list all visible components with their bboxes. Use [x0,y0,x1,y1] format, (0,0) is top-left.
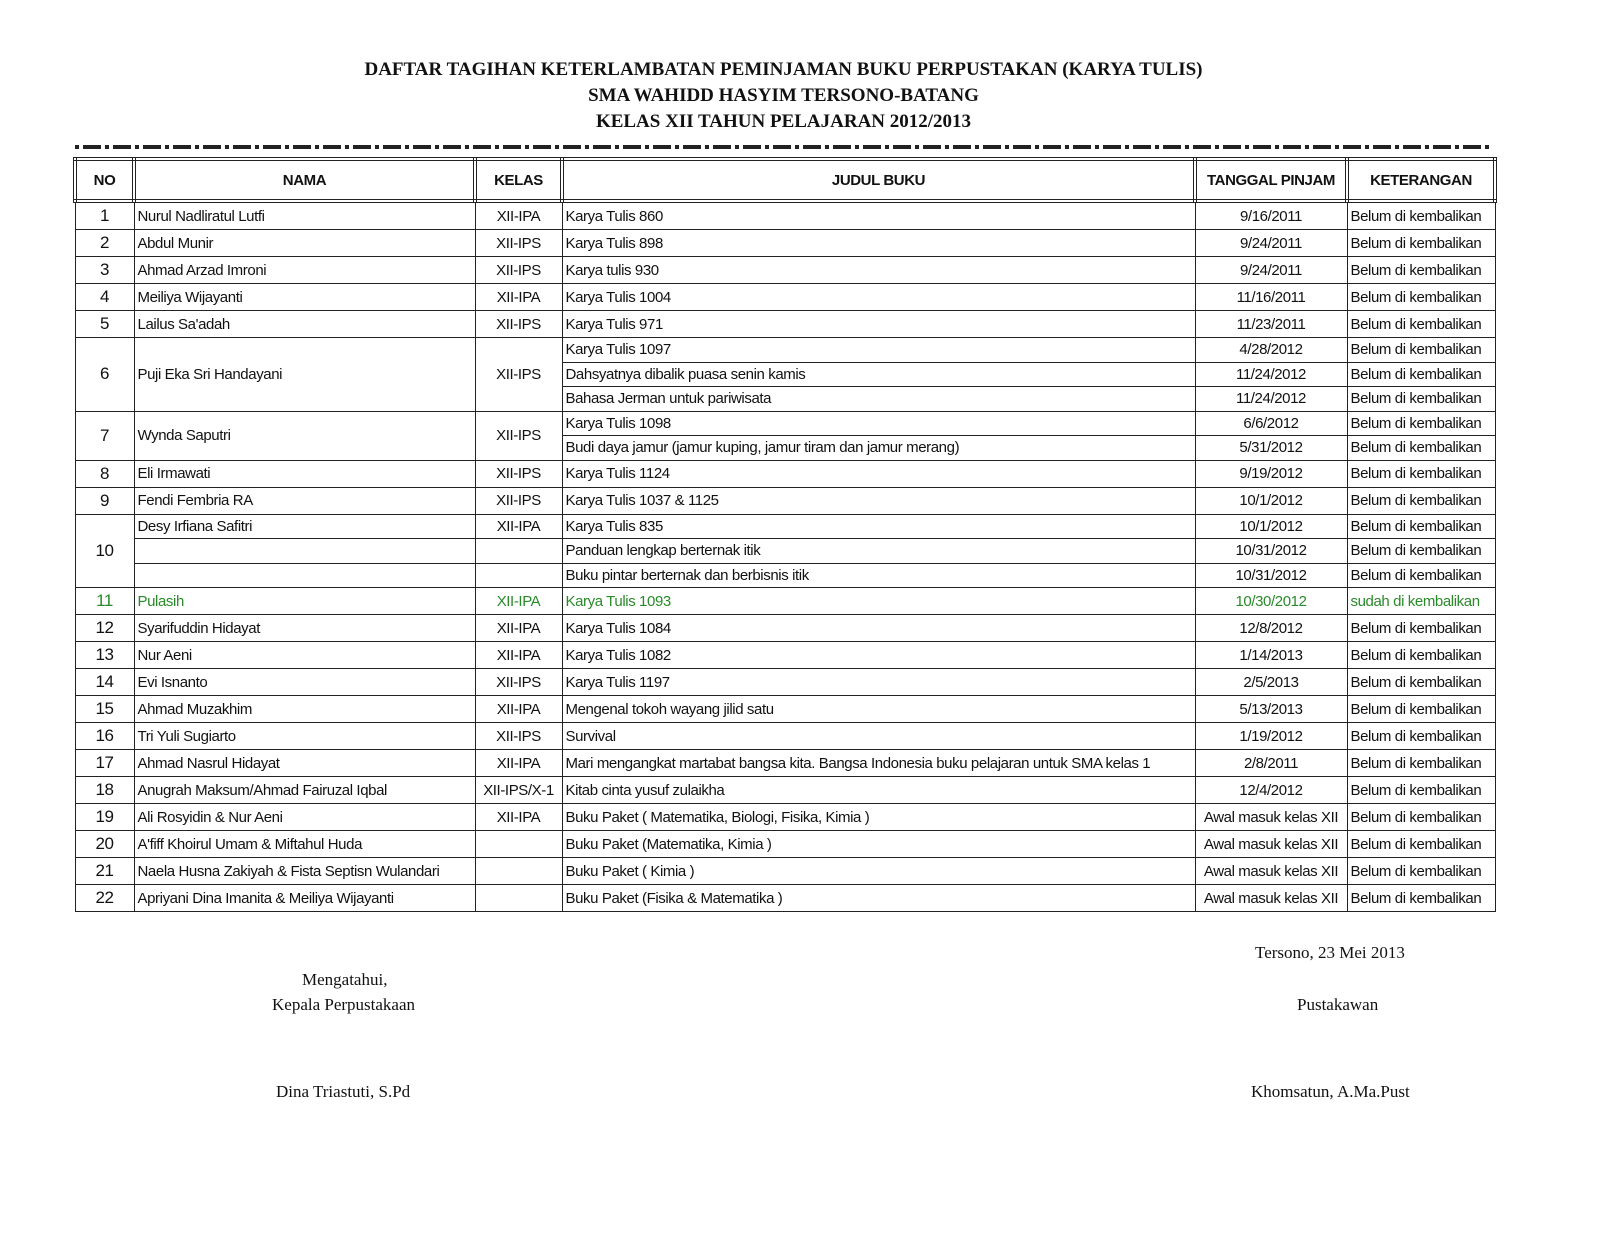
cell-no: 21 [75,858,134,885]
cell-kelas: XII-IPA [475,201,562,230]
cell-keterangan: Belum di kembalikan [1347,539,1495,564]
cell-judul: Karya Tulis 1004 [562,284,1195,311]
cell-no: 19 [75,804,134,831]
cell-tanggal: 10/30/2012 [1195,588,1347,615]
table-row [75,257,1495,284]
cell-no: 22 [75,885,134,912]
cell-nama: A'fiff Khoirul Umam & Miftahul Huda [134,831,475,858]
cell-nama: Ahmad Arzad Imroni [134,257,475,284]
cell-nama: Wynda Saputri [134,411,475,460]
cell-keterangan: Belum di kembalikan [1347,723,1495,750]
table-row [75,539,1495,564]
cell-tanggal: 10/31/2012 [1195,563,1347,588]
cell-tanggal: 10/31/2012 [1195,539,1347,564]
cell-nama: Tri Yuli Sugiarto [134,723,475,750]
cell-keterangan: Belum di kembalikan [1347,201,1495,230]
cell-judul: Buku Paket (Matematika, Kimia ) [562,831,1195,858]
cell-no: 6 [75,338,134,412]
cell-keterangan: Belum di kembalikan [1347,311,1495,338]
table-row [75,723,1495,750]
cell-kelas: XII-IPS [475,257,562,284]
cell-judul: Karya Tulis 1082 [562,642,1195,669]
col-header-nama: NAMA [134,159,475,201]
title-line-3: KELAS XII TAHUN PELAJARAN 2012/2013 [595,111,972,132]
cell-kelas: XII-IPS [475,338,562,412]
cell-no: 13 [75,642,134,669]
table-row [75,858,1495,885]
cell-nama: Eli Irmawati [134,460,475,487]
cell-judul: Survival [562,723,1195,750]
table-row [75,777,1495,804]
cell-judul: Karya Tulis 1037 & 1125 [562,487,1195,514]
cell-tanggal: 12/8/2012 [1195,615,1347,642]
cell-nama: Ahmad Muzakhim [134,696,475,723]
cell-keterangan: Belum di kembalikan [1347,777,1495,804]
cell-judul: Karya Tulis 835 [562,514,1195,539]
table-row [75,230,1495,257]
cell-tanggal: 10/1/2012 [1195,487,1347,514]
cell-keterangan: Belum di kembalikan [1347,563,1495,588]
cell-judul: Karya Tulis 1093 [562,588,1195,615]
cell-judul: Karya tulis 930 [562,257,1195,284]
cell-keterangan: sudah di kembalikan [1347,588,1495,615]
cell-keterangan: Belum di kembalikan [1347,257,1495,284]
acknowledged-label: Mengatahui, [302,970,388,989]
cell-kelas: XII-IPA [475,750,562,777]
table-row [75,284,1495,311]
cell-no: 5 [75,311,134,338]
cell-judul: Mengenal tokoh wayang jilid satu [562,696,1195,723]
cell-no: 12 [75,615,134,642]
cell-no: 7 [75,411,134,460]
cell-tanggal: 11/24/2012 [1195,362,1347,387]
cell-judul: Karya Tulis 1124 [562,460,1195,487]
cell-kelas: XII-IPS [475,669,562,696]
col-header-no: NO [75,159,134,201]
col-header-tanggal: TANGGAL PINJAM [1195,159,1347,201]
cell-keterangan: Belum di kembalikan [1347,230,1495,257]
cell-tanggal: 11/23/2011 [1195,311,1347,338]
cell-kelas: XII-IPS [475,723,562,750]
cell-judul: Karya Tulis 1084 [562,615,1195,642]
cell-tanggal: 2/8/2011 [1195,750,1347,777]
cell-tanggal: 12/4/2012 [1195,777,1347,804]
cell-judul: Karya Tulis 971 [562,311,1195,338]
cell-kelas [475,858,562,885]
cell-no: 16 [75,723,134,750]
cell-tanggal: 9/16/2011 [1195,201,1347,230]
cell-keterangan: Belum di kembalikan [1347,750,1495,777]
table-row [75,311,1495,338]
cell-nama: Syarifuddin Hidayat [134,615,475,642]
table-row [75,750,1495,777]
cell-judul: Kitab cinta yusuf zulaikha [562,777,1195,804]
table-row [75,201,1495,230]
cell-nama: Abdul Munir [134,230,475,257]
cell-keterangan: Belum di kembalikan [1347,487,1495,514]
cell-kelas: XII-IPS/X-1 [475,777,562,804]
table-row [75,588,1495,615]
cell-tanggal: Awal masuk kelas XII [1195,858,1347,885]
table-row [75,411,1495,436]
cell-keterangan: Belum di kembalikan [1347,460,1495,487]
cell-nama: Nurul Nadliratul Lutfi [134,201,475,230]
cell-kelas [475,831,562,858]
place-date: Tersono, 23 Mei 2013 [1255,943,1405,962]
cell-nama: Ali Rosyidin & Nur Aeni [134,804,475,831]
cell-kelas: XII-IPS [475,487,562,514]
cell-nama: Meiliya Wijayanti [134,284,475,311]
cell-judul: Karya Tulis 898 [562,230,1195,257]
cell-keterangan: Belum di kembalikan [1347,514,1495,539]
cell-tanggal: 11/24/2012 [1195,387,1347,412]
cell-no: 17 [75,750,134,777]
cell-judul: Bahasa Jerman untuk pariwisata [562,387,1195,412]
col-header-kelas: KELAS [475,159,562,201]
cell-judul: Buku Paket (Fisika & Matematika ) [562,885,1195,912]
cell-tanggal: 4/28/2012 [1195,338,1347,363]
loan-table [73,157,1497,912]
col-header-judul: JUDUL BUKU [562,159,1195,201]
cell-tanggal: Awal masuk kelas XII [1195,804,1347,831]
cell-nama: Pulasih [134,588,475,615]
title-line-1: DAFTAR TAGIHAN KETERLAMBATAN PEMINJAMAN BUKU PERPUSTAKAN (KARYA TULIS) [364,59,1203,80]
cell-tanggal: 9/19/2012 [1195,460,1347,487]
cell-keterangan: Belum di kembalikan [1347,411,1495,436]
cell-no: 20 [75,831,134,858]
cell-tanggal: Awal masuk kelas XII [1195,831,1347,858]
cell-nama: Apriyani Dina Imanita & Meiliya Wijayanti [134,885,475,912]
cell-kelas: XII-IPA [475,696,562,723]
cell-keterangan: Belum di kembalikan [1347,338,1495,363]
table-row [75,338,1495,363]
cell-keterangan: Belum di kembalikan [1347,387,1495,412]
cell-kelas: XII-IPA [475,804,562,831]
cell-tanggal: 9/24/2011 [1195,230,1347,257]
cell-nama: Desy Irfiana Safitri [134,514,475,539]
cell-kelas: XII-IPS [475,411,562,460]
cell-no: 15 [75,696,134,723]
cell-judul: Buku Paket ( Matematika, Biologi, Fisika, Kimia ) [562,804,1195,831]
cell-keterangan: Belum di kembalikan [1347,642,1495,669]
cell-keterangan: Belum di kembalikan [1347,615,1495,642]
table-row [75,885,1495,912]
cell-tanggal: 5/13/2013 [1195,696,1347,723]
cell-tanggal: 11/16/2011 [1195,284,1347,311]
cell-no: 8 [75,460,134,487]
head-librarian-name: Dina Triastuti, S.Pd [276,1082,411,1101]
cell-keterangan: Belum di kembalikan [1347,696,1495,723]
cell-keterangan: Belum di kembalikan [1347,436,1495,461]
cell-no: 1 [75,201,134,230]
cell-kelas: XII-IPS [475,230,562,257]
cell-kelas [475,539,562,564]
cell-nama: Ahmad Nasrul Hidayat [134,750,475,777]
cell-kelas: XII-IPS [475,311,562,338]
cell-keterangan: Belum di kembalikan [1347,885,1495,912]
table-row [75,669,1495,696]
cell-judul: Karya Tulis 1097 [562,338,1195,363]
cell-kelas: XII-IPA [475,615,562,642]
table-row [75,804,1495,831]
title-line-2: SMA WAHIDD HASYIM TERSONO-BATANG [588,85,979,106]
table-row [75,831,1495,858]
cell-judul: Buku pintar berternak dan berbisnis itik [562,563,1195,588]
cell-judul: Dahsyatnya dibalik puasa senin kamis [562,362,1195,387]
cell-kelas: XII-IPA [475,514,562,539]
cell-tanggal: 1/14/2013 [1195,642,1347,669]
cell-tanggal: 2/5/2013 [1195,669,1347,696]
cell-no: 2 [75,230,134,257]
cell-judul: Karya Tulis 860 [562,201,1195,230]
cell-nama [134,539,475,564]
cell-nama: Anugrah Maksum/Ahmad Fairuzal Iqbal [134,777,475,804]
cell-judul: Karya Tulis 1098 [562,411,1195,436]
table-row [75,696,1495,723]
librarian-label: Pustakawan [1297,995,1379,1014]
cell-no: 9 [75,487,134,514]
cell-tanggal: 10/1/2012 [1195,514,1347,539]
table-row [75,642,1495,669]
cell-tanggal: 9/24/2011 [1195,257,1347,284]
dashed-divider [75,145,1493,149]
cell-tanggal: 6/6/2012 [1195,411,1347,436]
cell-judul: Panduan lengkap berternak itik [562,539,1195,564]
cell-tanggal: 5/31/2012 [1195,436,1347,461]
cell-kelas [475,563,562,588]
table-row [75,615,1495,642]
cell-keterangan: Belum di kembalikan [1347,362,1495,387]
cell-nama: Evi Isnanto [134,669,475,696]
cell-tanggal: 1/19/2012 [1195,723,1347,750]
cell-kelas: XII-IPA [475,588,562,615]
cell-judul: Mari mengangkat martabat bangsa kita. Bangsa Indonesia buku pelajaran untuk SMA kelas 1 [562,750,1195,777]
head-librarian-label: Kepala Perpustakaan [272,995,416,1014]
table-row [75,487,1495,514]
cell-keterangan: Belum di kembalikan [1347,284,1495,311]
cell-kelas: XII-IPA [475,284,562,311]
table-header-row [75,159,1495,201]
cell-nama: Fendi Fembria RA [134,487,475,514]
cell-judul: Budi daya jamur (jamur kuping, jamur tiram dan jamur merang) [562,436,1195,461]
cell-no: 14 [75,669,134,696]
librarian-name: Khomsatun, A.Ma.Pust [1251,1082,1410,1101]
cell-keterangan: Belum di kembalikan [1347,804,1495,831]
cell-kelas [475,885,562,912]
cell-judul: Buku Paket ( Kimia ) [562,858,1195,885]
cell-keterangan: Belum di kembalikan [1347,831,1495,858]
cell-kelas: XII-IPA [475,642,562,669]
col-header-keterangan: KETERANGAN [1347,159,1495,201]
cell-nama: Lailus Sa'adah [134,311,475,338]
cell-kelas: XII-IPS [475,460,562,487]
cell-keterangan: Belum di kembalikan [1347,669,1495,696]
table-row [75,460,1495,487]
cell-nama: Nur Aeni [134,642,475,669]
cell-nama [134,563,475,588]
cell-no: 4 [75,284,134,311]
cell-nama: Naela Husna Zakiyah & Fista Septisn Wulandari [134,858,475,885]
cell-no: 11 [75,588,134,615]
cell-judul: Karya Tulis 1197 [562,669,1195,696]
table-row [75,514,1495,539]
cell-no: 18 [75,777,134,804]
cell-tanggal: Awal masuk kelas XII [1195,885,1347,912]
cell-no: 3 [75,257,134,284]
cell-keterangan: Belum di kembalikan [1347,858,1495,885]
table-row [75,563,1495,588]
cell-nama: Puji Eka Sri Handayani [134,338,475,412]
cell-no: 10 [75,514,134,588]
